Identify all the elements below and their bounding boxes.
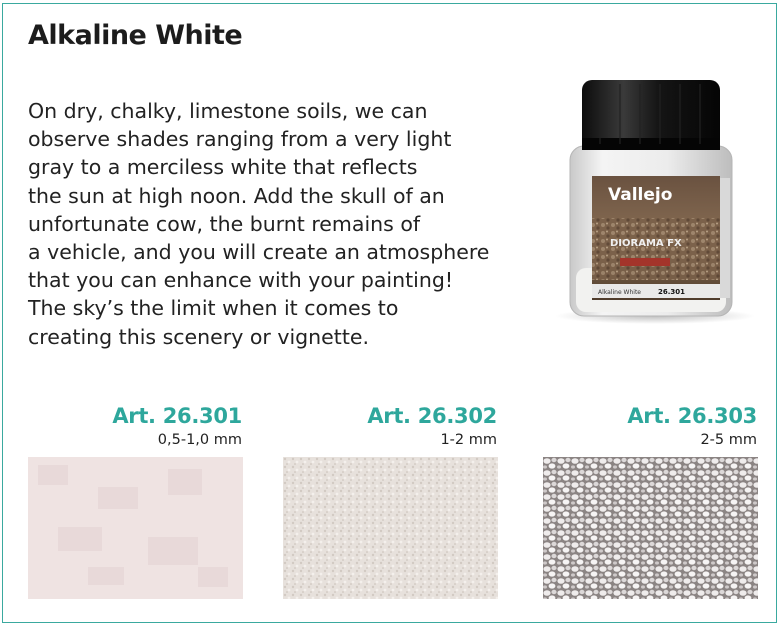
article-26-303 <box>542 404 757 448</box>
article-26-301 <box>27 404 242 448</box>
product-jar-image <box>540 78 770 328</box>
description-line: unfortunate cow, the burnt remains of <box>28 211 421 236</box>
article-26-302 <box>282 404 497 448</box>
article-code: Art. 26.301 <box>112 404 242 428</box>
jar-line-text: DIORAMA FX <box>610 238 682 249</box>
article-size: 1-2 mm <box>440 432 497 448</box>
swatch-26-303 <box>543 457 758 599</box>
page-title: Alkaline White <box>28 20 243 51</box>
product-description <box>28 97 508 351</box>
description-line: a vehicle, and you will create an atmosphere <box>28 240 490 265</box>
article-size: 0,5-1,0 mm <box>157 432 242 448</box>
description-line: the sun at high noon. Add the skull of an <box>28 183 445 208</box>
article-size: 2-5 mm <box>700 432 757 448</box>
article-code: Art. 26.302 <box>367 404 497 428</box>
jar-label-name: Alkaline White <box>598 289 641 296</box>
swatch-26-302 <box>283 457 498 599</box>
description-line: that you can enhance with your painting! <box>28 268 454 293</box>
description-line: creating this scenery or vignette. <box>28 324 369 349</box>
jar-brand-text: Vallejo <box>608 185 673 205</box>
jar-label-code: 26.301 <box>658 288 686 296</box>
description-line: The sky’s the limit when it comes to <box>28 296 399 321</box>
article-code: Art. 26.303 <box>627 404 757 428</box>
swatch-26-301 <box>28 457 243 599</box>
description-line: On dry, chalky, limestone soils, we can <box>28 99 428 123</box>
description-line: observe shades ranging from a very light <box>28 127 452 152</box>
description-line: gray to a merciless white that reflects <box>28 155 418 180</box>
